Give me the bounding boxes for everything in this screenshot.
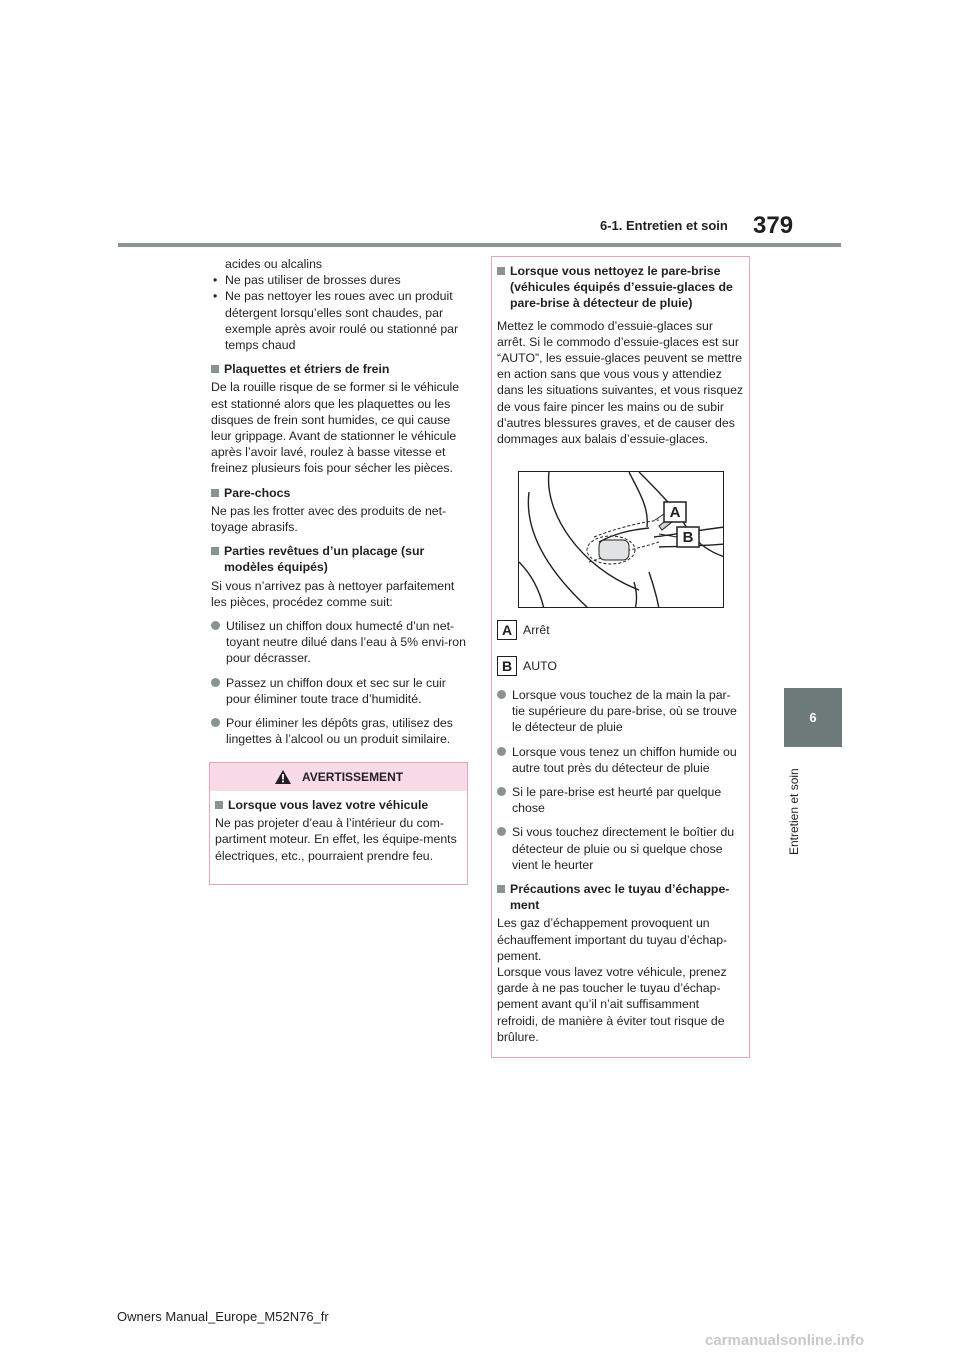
legend-key-b: B <box>497 656 517 676</box>
list-item: Pour éliminer les dépôts gras, utilisez des lingettes à l’alcool ou un produit similaire. <box>211 715 467 747</box>
exhaust-heading: Précautions avec le tuyau d’échappe-ment <box>497 881 743 913</box>
header-rule <box>118 243 841 247</box>
exhaust-text-1: Les gaz d’échappement provoquent un échauffement important du tuyau d’échap-pement. <box>497 916 728 963</box>
callout-a <box>664 502 686 522</box>
list-item: Passez un chiffon doux et sec sur le cuir pour éliminer toute trace d’humidité. <box>211 675 467 707</box>
manual-id: Owners Manual_Europe_M52N76_fr <box>117 1309 329 1324</box>
list-item: Si le pare-brise est heurté par quelque chose <box>497 784 743 816</box>
section-heading-brakes: Plaquettes et étriers de frein <box>211 361 467 377</box>
section-text-bumpers: Ne pas les frotter avec des produits de net-toyage abrasifs. <box>211 503 447 535</box>
intro-bullet: • Ne pas utiliser de brosses dures <box>211 272 467 288</box>
warning-triangle-icon <box>274 769 292 785</box>
list-item: Utilisez un chiffon doux humecté d’un net-toyant neutre dilué dans l’eau à 5% envi-ron pour décrasser. <box>211 618 467 667</box>
info-box <box>491 256 750 1058</box>
exhaust-text-2: Lorsque vous lavez votre véhicule, prenez garde à ne pas toucher le tuyau d’échap-pement avant qu’il n’ait suffisamment refroidi, de manière à éviter tout risque de brûlure. <box>497 965 727 1044</box>
legend-label-b: AUTO <box>523 658 557 673</box>
section-title: 6-1. Entretien et soin <box>600 218 728 233</box>
section-heading-plating: Parties revêtues d’un placage (sur modèles équipés) <box>211 543 467 575</box>
chapter-side-label-text: Entretien et soin <box>787 768 801 855</box>
list-item: Lorsque vous touchez de la main la par-tie supérieure du pare-brise, où se trouve le détecteur de pluie <box>497 687 743 736</box>
warning-text: Ne pas projeter d’eau à l’intérieur du com-partiment moteur. En effet, les équipe-ments électriques, etc., pourraient prendre feu. <box>215 816 457 863</box>
section-text-brakes: De la rouille risque de se former si le véhicule est stationné alors que les plaquettes ou les disques de frein sont humides, ce qui cause leur grippage. Avant de stationner le véhicule après l’avoir lavé, roulez à basse vitesse et freinez plusieurs fois pour sécher les pièces. <box>211 380 460 476</box>
callout-b <box>677 527 699 547</box>
warning-title-bar <box>210 763 467 791</box>
warning-box <box>209 762 468 885</box>
section-text-plating: Si vous n’arrivez pas à nettoyer parfaitement les pièces, procédez comme suit: <box>211 578 455 609</box>
intro-bullets <box>211 272 467 353</box>
warning-title: AVERTISSEMENT <box>301 770 404 784</box>
left-column <box>211 256 467 755</box>
list-item: Lorsque vous tenez un chiffon humide ou autre tout près du détecteur de pluie <box>497 744 743 776</box>
windshield-text: Mettez le commodo d’essuie-glaces sur arrêt. Si le commodo d’essuie-glaces est sur “AUTO”, les essuie-glaces peuvent se mettre en action sans que vous vous y attendiez dans les situations suivantes, et vous risquez de vous faire pincer les mains ou de subir d’autres blessures graves, et de causer des dommages aux balais d’essuie-glaces. <box>497 318 744 447</box>
page-number: 379 <box>753 212 794 239</box>
legend-row-b <box>497 656 557 676</box>
warning-heading: Lorsque vous lavez votre véhicule <box>215 797 461 813</box>
right-lower-content <box>497 687 743 1045</box>
callout-b-text: B <box>682 529 694 546</box>
wiper-switch-illustration <box>519 472 724 608</box>
legend-row-a <box>497 620 550 640</box>
intro-bullet: • Ne pas nettoyer les roues avec un produit détergent lorsqu’elles sont chaudes, par exemple après avoir roulé ou stationné par temps chaud <box>211 288 467 353</box>
legend-key-a: A <box>497 620 517 640</box>
chapter-side-label <box>787 760 807 860</box>
warning-body <box>215 797 461 864</box>
windshield-heading: Lorsque vous nettoyez le pare-brise (véhicules équipés d’essuie-glaces de pare-brise à détecteur de pluie) <box>497 263 744 312</box>
watermark: carmanualsonline.info <box>705 1332 865 1349</box>
wiper-switch-figure <box>518 471 724 608</box>
callout-a-text: A <box>669 504 681 521</box>
intro-line: acides ou alcalins <box>225 257 323 271</box>
section-heading-bumpers: Pare-chocs <box>211 485 467 501</box>
list-item: Si vous touchez directement le boîtier du détecteur de pluie ou si quelque chose vient le heurter <box>497 824 743 873</box>
chapter-tab: 6 <box>784 688 842 747</box>
legend-label-a: Arrêt <box>523 622 550 637</box>
